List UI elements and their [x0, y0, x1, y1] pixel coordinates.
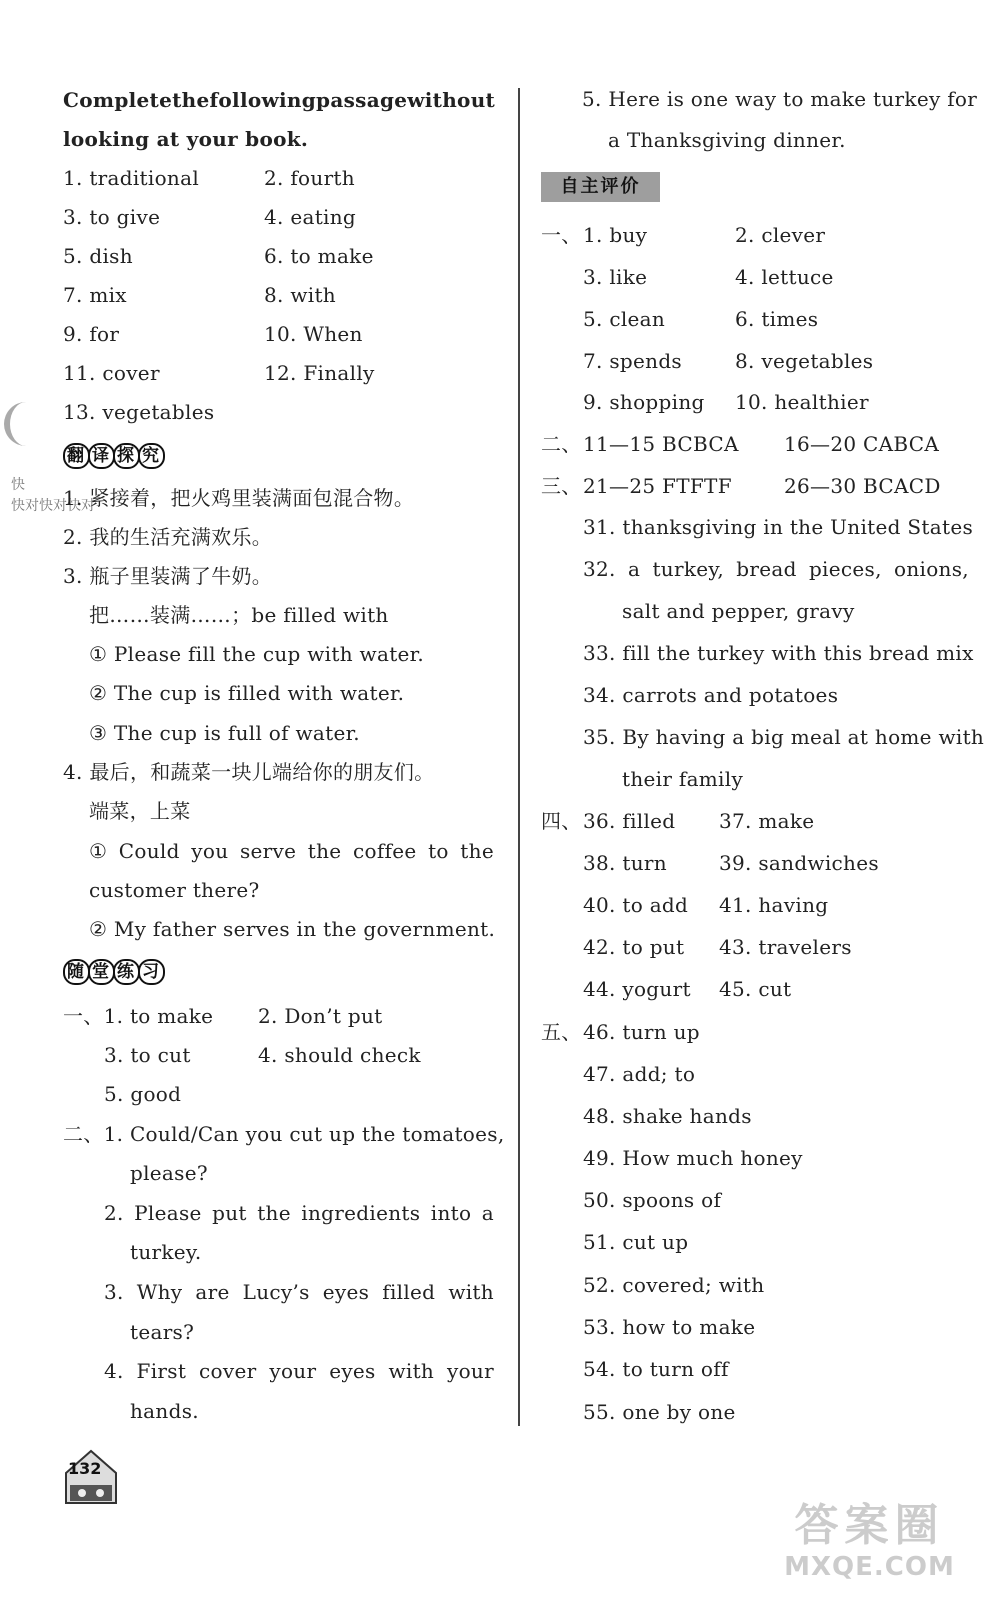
s3-33: 33. fill the turkey with this bread mix [583, 641, 974, 665]
s5-52: 52. covered; with [583, 1273, 765, 1297]
s5-49: 49. How much honey [583, 1146, 803, 1170]
answer-4: 4. eating [264, 205, 357, 229]
s1-9: 9. shopping [583, 390, 705, 414]
s4-37: 37. make [719, 809, 815, 833]
s1-5: 5. clean [583, 307, 666, 331]
watermark-site: MXQE.COM [784, 1552, 955, 1582]
answer-11: 11. cover [63, 361, 160, 385]
s3-35: 35. By having a big meal at home with [583, 725, 985, 749]
s5-55: 55. one by one [583, 1400, 736, 1424]
translate-3-note: 把……装满……；be filled with [89, 603, 389, 627]
s4-43: 43. travelers [719, 935, 852, 959]
translate-3-ex1: ① Please fill the cup with water. [89, 642, 424, 666]
section-badge-eval: 自主评价 [541, 172, 660, 202]
practice-1-3: 3. to cut [104, 1043, 191, 1067]
practice-2-3: 3. Why are Lucy’s eyes filled with [104, 1280, 494, 1304]
s5-46: 46. turn up [583, 1020, 700, 1044]
translate-1: 1. 紧接着，把火鸡里装满面包混合物。 [63, 486, 415, 510]
section-badge-practice: 随 堂 练 习 [63, 957, 163, 987]
practice-2-1-cont: please? [130, 1161, 208, 1185]
intro-line-2: looking at your book. [63, 127, 309, 151]
s1-3: 3. like [583, 265, 648, 289]
practice-2-4-cont: hands. [130, 1399, 199, 1423]
practice-2-3-cont: tears? [130, 1320, 195, 1344]
s3-b: 26—30 BCACD [784, 474, 941, 498]
translate-3-ex2: ② The cup is filled with water. [89, 681, 405, 705]
answer-9: 9. for [63, 322, 120, 346]
s3-32-cont: salt and pepper, gravy [622, 599, 855, 623]
s3-mark: 三、 [541, 474, 582, 498]
practice-1-2: 2. Don’t put [258, 1004, 383, 1028]
s5-mark: 五、 [541, 1020, 582, 1044]
s3-a: 21—25 FTFTF [583, 474, 732, 498]
translate-4-ex1-cont: customer there? [89, 878, 260, 902]
column-divider [518, 88, 520, 1426]
answer-10: 10. When [264, 322, 363, 346]
s1-6: 6. times [735, 307, 819, 331]
s4-41: 41. having [719, 893, 829, 917]
section-badge-translate: 翻 译 探 究 [63, 441, 163, 471]
translate-4: 4. 最后，和蔬菜一块儿端给你的朋友们。 [63, 760, 435, 784]
right-top-line-1: 5. Here is one way to make turkey for [582, 87, 978, 111]
s1-7: 7. spends [583, 349, 682, 373]
practice-2-2: 2. Please put the ingredients into a [104, 1201, 494, 1225]
s4-45: 45. cut [719, 977, 792, 1001]
practice-2-1: 二、1. Could/Can you cut up the tomatoes, [63, 1122, 505, 1146]
answer-7: 7. mix [63, 283, 127, 307]
answer-13: 13. vegetables [63, 400, 215, 424]
answer-1: 1. traditional [63, 166, 200, 190]
answer-5: 5. dish [63, 244, 133, 268]
s3-35-cont: their family [622, 767, 744, 791]
translate-4-note: 端菜，上菜 [89, 799, 191, 823]
translate-4-ex1: ① Could you serve the coffee to the [89, 839, 494, 863]
s5-53: 53. how to make [583, 1315, 756, 1339]
answer-12: 12. Finally [264, 361, 375, 385]
s3-31: 31. thanksgiving in the United States [583, 515, 974, 539]
right-top-line-2: a Thanksgiving dinner. [608, 128, 846, 152]
s4-39: 39. sandwiches [719, 851, 879, 875]
s1-8: 8. vegetables [735, 349, 874, 373]
translate-3: 3. 瓶子里装满了牛奶。 [63, 564, 273, 588]
s4-44: 44. yogurt [583, 977, 691, 1001]
s4-36: 36. filled [583, 809, 676, 833]
answer-3: 3. to give [63, 205, 161, 229]
s1-4: 4. lettuce [735, 265, 834, 289]
translate-2: 2. 我的生活充满欢乐。 [63, 525, 273, 549]
practice-2-4: 4. First cover your eyes with your [104, 1359, 494, 1383]
s1-mark: 一、 [541, 223, 582, 247]
s4-42: 42. to put [583, 935, 685, 959]
s4-mark: 四、 [541, 809, 582, 833]
translate-3-ex3: ③ The cup is full of water. [89, 721, 360, 745]
intro-line-1: Complete the following passage without [63, 88, 496, 112]
s5-48: 48. shake hands [583, 1104, 752, 1128]
s1-10: 10. healthier [735, 390, 869, 414]
answer-6: 6. to make [264, 244, 374, 268]
practice-1-1: 一、1. to make [63, 1004, 214, 1028]
s5-50: 50. spoons of [583, 1188, 722, 1212]
practice-1-4: 4. should check [258, 1043, 421, 1067]
s4-38: 38. turn [583, 851, 667, 875]
margin-scribble [4, 402, 36, 446]
s2-b: 16—20 CABCA [784, 432, 940, 456]
s3-34: 34. carrots and potatoes [583, 683, 839, 707]
s5-51: 51. cut up [583, 1230, 689, 1254]
s2-mark: 二、 [541, 432, 582, 456]
answer-8: 8. with [264, 283, 336, 307]
s5-54: 54. to turn off [583, 1357, 729, 1381]
s1-1: 1. buy [583, 223, 648, 247]
practice-1-5: 5. good [104, 1082, 182, 1106]
page-number: 132 [68, 1459, 102, 1478]
margin-note-2: 快对快对快对 [11, 498, 95, 514]
practice-2-2-cont: turkey. [130, 1240, 202, 1264]
s4-40: 40. to add [583, 893, 689, 917]
s5-47: 47. add; to [583, 1062, 696, 1086]
watermark-logo-text: 答案圈 [794, 1500, 945, 1551]
answer-2: 2. fourth [264, 166, 355, 190]
translate-4-ex2: ② My father serves in the government. [89, 917, 496, 941]
s3-32: 32. a turkey, bread pieces, onions, [583, 557, 969, 581]
s1-2: 2. clever [735, 223, 826, 247]
site-watermark [762, 1500, 977, 1590]
page-number-emblem [62, 1447, 120, 1507]
s2-a: 11—15 BCBCA [583, 432, 739, 456]
margin-note-1: 快 [11, 477, 25, 493]
